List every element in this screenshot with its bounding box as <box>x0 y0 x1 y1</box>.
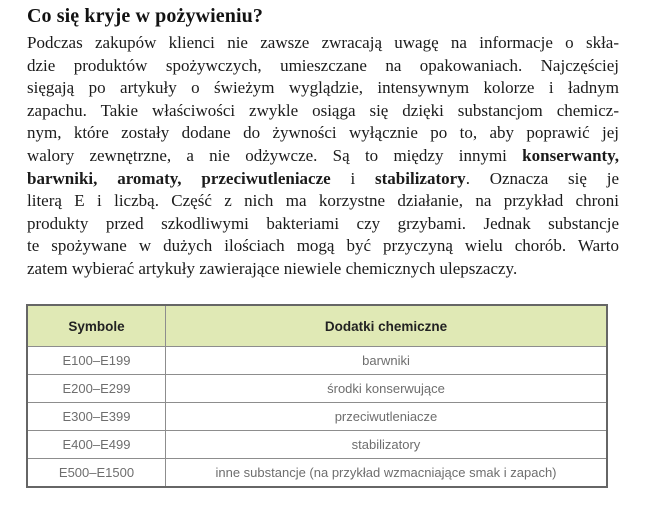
page-title: Co się kryje w pożywieniu? <box>27 5 263 27</box>
text-segment: te spożywane w dużych ilościach mogą być przyczyną wielu chorób. Warto <box>27 236 619 256</box>
additive-cell: inne substancje (na przykład wzmacniające smak i zapach) <box>215 465 557 480</box>
table-body <box>28 346 606 486</box>
text-segment: . Oznacza się je <box>465 168 619 188</box>
symbol-cell: E500–E1500 <box>28 459 166 486</box>
paragraph-line <box>27 235 619 258</box>
symbol-cell: E300–E399 <box>28 403 166 430</box>
additive-cell: stabilizatory <box>351 437 421 452</box>
text-segment <box>182 169 202 188</box>
symbol-cell: E100–E199 <box>28 347 166 374</box>
symbol-cell: E400–E499 <box>28 431 166 458</box>
text-segment: produkty przed szkodliwymi bakteriami czy grzybami. Jednak substancje <box>27 213 619 233</box>
text-segment: zatem wybierać artykuły zawierające niewiele chemicznych ulepszaczy. <box>27 258 518 278</box>
table-row <box>28 346 606 374</box>
paragraph-line <box>27 77 619 100</box>
additive-cell: środki konserwujące <box>327 381 445 396</box>
table-header-dodatki: Dodatki chemiczne <box>324 318 448 334</box>
bold-term: konserwanty, <box>522 145 619 165</box>
paragraph-line <box>27 168 619 191</box>
text-segment: nym, które zostały dodane do żywności wyłącznie po to, aby poprawić jej <box>27 123 619 143</box>
paragraph-line <box>27 100 619 123</box>
bold-term: stabilizatory <box>375 168 466 188</box>
paragraph-line <box>27 258 619 281</box>
text-segment: i <box>330 168 376 188</box>
additives-table <box>26 304 608 488</box>
text-segment <box>97 169 117 188</box>
text-segment: Podczas zakupów klienci nie zawsze zwracają uwagę na informacje o skła- <box>27 33 619 52</box>
paragraph-line <box>27 190 619 213</box>
table-header-row <box>28 306 606 346</box>
table-row <box>28 458 606 486</box>
paragraph-line <box>27 122 619 145</box>
symbol-cell: E200–E299 <box>28 375 166 402</box>
table-row <box>28 374 606 402</box>
text-segment: literą E i liczbą. Część z nich ma korzystne działanie, na przykład chroni <box>27 191 619 211</box>
text-segment: walory zewnętrzne, a nie odżywcze. Są to między innymi <box>27 145 523 165</box>
article-paragraph <box>27 32 619 281</box>
additive-cell: barwniki <box>362 353 410 368</box>
bold-term: przeciwutleniacze <box>201 168 331 188</box>
additive-cell: przeciwutleniacze <box>334 409 438 424</box>
text-segment: dzie produktów spożywczych, umieszczane na opakowaniach. Najczęściej <box>27 55 619 75</box>
text-segment: zapachu. Takie właściwości zwykle osiąga się dzięki substancjom chemicz- <box>27 100 619 120</box>
paragraph-line <box>27 55 619 78</box>
paragraph-line <box>27 32 619 55</box>
paragraph-line <box>27 145 619 168</box>
table-row <box>28 402 606 430</box>
bold-term: barwniki, <box>27 168 98 188</box>
text-segment: sięgają po artykuły o świeżym wyglądzie, intensywnym kolorze i ładnym <box>27 78 619 98</box>
bold-term: aromaty, <box>117 168 182 188</box>
paragraph-line <box>27 213 619 236</box>
table-row <box>28 430 606 458</box>
table-header-symbole: Symbole <box>28 306 166 346</box>
